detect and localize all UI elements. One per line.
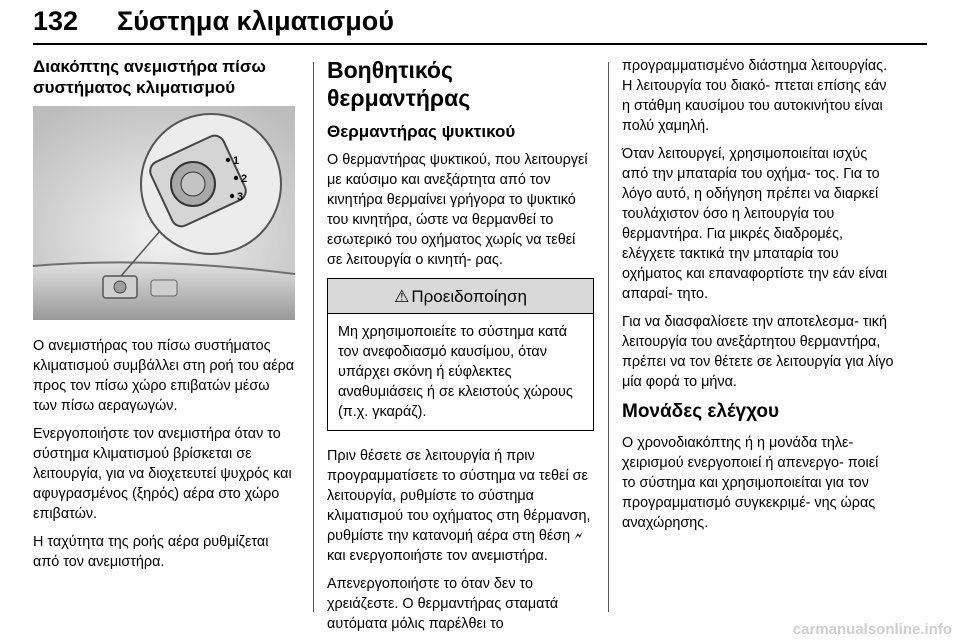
warning-box [327,278,594,431]
paragraph: Ο θερμαντήρας ψυκτικού, που λειτουργεί με καύσιμο και ανεξάρτητα από τον κινητήρα θερμαίνει γρήγορα το ψυκτικό του κινητήρα, ώστε να θερμανθεί το εσωτερικό του οχήματος χωρίς να τεθεί σε λειτουργία ο κινητή- ρας. [327,152,588,268]
rear-fan-switch-illustration [33,106,295,320]
paragraph: Όταν λειτουργεί, χρησιμοποιείται ισχύς από την μπαταρία του οχήμα- τος. Για το λόγο αυτό, η οδήγηση πρέπει να διαρκεί τουλάχιστον όσο η λειτουργία του θερμαντήρα. Για μικρές διαδρομές, ελέγχετε τακτικά την μπαταρία του οχήματος και επαναφορτίστε την εάν είναι απαραί- τητο. [622,146,888,302]
paragraph: Ο χρονοδιακόπτης ή η μονάδα τηλε- χειρισμού ενεργοποιεί ή απενεργο- ποιεί το σύστημα και χρησιμοποιείται για τον προγραμματισμό συγκεκριμέ- νης ώρας αναχώρησης. [622,435,879,531]
text: και ενεργοποιήστε τον ανεμιστήρα. [327,548,548,564]
page-number: 132 [33,6,79,36]
paragraph: Για να διασφαλίσετε την αποτελεσμα- τική λειτουργία του ανεξάρτητου θερμαντήρα, πρέπει να τον θέτετε σε λειτουργία για λίγο μία φορά το μήνα. [622,314,894,390]
section-heading-auxiliary-heater: Βοηθητικός θερμαντήρας [327,57,471,111]
page-header [33,0,927,46]
figure-label-3: 3 [237,191,244,203]
figure-label-2: 2 [241,173,248,185]
figure-label-1: 1 [233,155,240,167]
section-heading-control-units: Μονάδες ελέγχου [622,401,780,422]
warning-title: Προειδοποίηση [411,287,527,306]
text: Πριν θέσετε σε λειτουργία ή πριν προγραμματίσετε το σύστημα να τεθεί σε λειτουργία, ρυθμίστε το σύστημα κλιματισμού του οχήματος στη θέρμανση, ρυθμίστε την κατανομή αέρα στη θέση [327,448,591,544]
column-2 [327,56,594,642]
warning-header [328,279,593,314]
warning-triangle-icon: ⚠ [394,287,410,306]
column-3 [622,56,894,541]
paragraph [327,446,594,566]
column-divider [313,62,314,612]
paragraph: Ο ανεμιστήρας του πίσω συστήματος κλιματισμού συμβάλλει στη ροή του αέρα προς τον πίσω χώρο επιβατών μέσω των πίσω αεραγωγών. [33,338,295,414]
column-1 [33,56,295,580]
section-heading-rear-fan: Διακόπτης ανεμιστήρα πίσω συστήματος κλιματισμού [33,57,266,97]
paragraph: Απενεργοποιήστε το όταν δεν το χρειάζεστε. Ο θερμαντήρας σταματά αυτόματα μόλις παρέλθει το [327,576,559,632]
watermark: carmanualsonline.info [792,621,952,638]
header-rule [33,43,927,45]
chapter-title: Σύστημα κλιματισμού [117,6,394,36]
column-divider [608,62,609,612]
paragraph: Η ταχύτητα της ροής αέρα ρυθμίζεται από τον ανεμιστήρα. [33,534,269,570]
subheading-coolant-heater: Θερμαντήρας ψυκτικού [327,122,516,141]
windshield-defrost-icon: 🗲 [574,528,583,543]
paragraph: Ενεργοποιήστε τον ανεμιστήρα όταν το σύστημα κλιματισμού βρίσκεται σε λειτουργία, για να διοχετευτεί ψυχρός και αφυγρασμένος (ξηρός) αέρα στο χώρο επιβατών. [33,426,292,522]
paragraph: προγραμματισμένο διάστημα λειτουργίας. Η λειτουργία του διακό- πτεται επίσης εάν η στάθμη καυσίμου του αυτοκινήτου είναι πολύ χαμηλή. [622,58,888,134]
warning-body: Μη χρησιμοποιείτε το σύστημα κατά τον ανεφοδιασμό καυσίμου, όταν υπάρχει σκόνη ή εύφλεκτες αναθυμιάσεις ή σε κλειστούς χώρους (π.χ. γκαράζ). [338,324,573,420]
